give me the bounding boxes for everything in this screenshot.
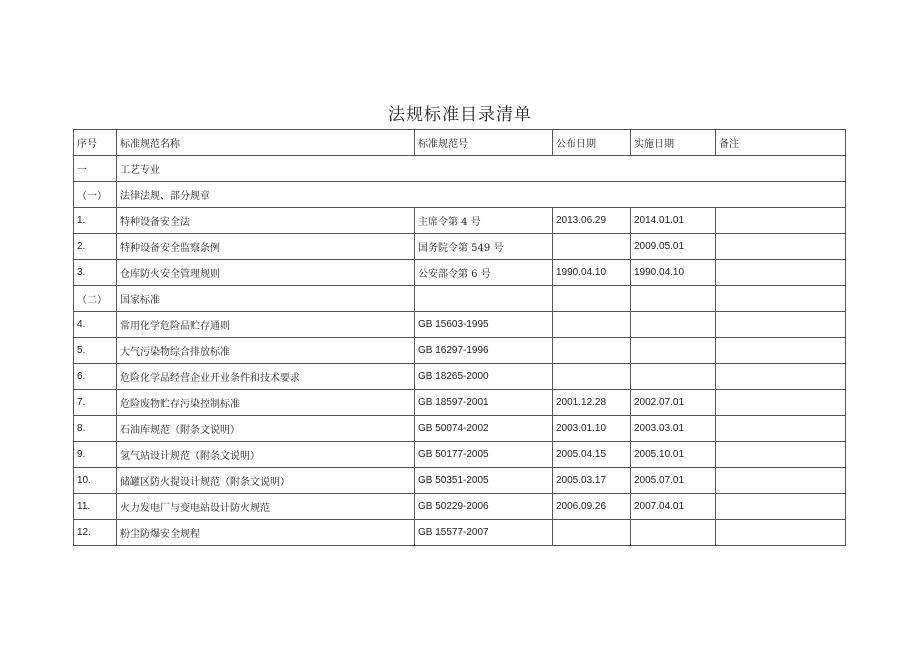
table-row	[74, 260, 846, 286]
table-row	[74, 494, 846, 520]
row-seq: 9.	[74, 442, 117, 468]
table-header-row	[74, 130, 846, 156]
row-name: 危险化学品经营企业开业条件和技术要求	[117, 364, 415, 390]
row-published	[553, 286, 631, 312]
row-published: 2005.04.15	[553, 442, 631, 468]
row-name: 法律法规、部分规章	[117, 182, 846, 208]
row-remarks	[716, 468, 846, 494]
row-code: 国务院令第 549 号	[415, 234, 553, 260]
row-seq: 一	[74, 156, 117, 182]
row-seq: 1.	[74, 208, 117, 234]
row-code: 主席令第 4 号	[415, 208, 553, 234]
header-remarks: 备注	[716, 130, 846, 156]
row-published: 2005.03.17	[553, 468, 631, 494]
table-row	[74, 234, 846, 260]
row-remarks	[716, 494, 846, 520]
row-remarks	[716, 390, 846, 416]
row-seq: 6.	[74, 364, 117, 390]
section-row	[74, 182, 846, 208]
header-published: 公布日期	[553, 130, 631, 156]
row-published: 2013.06.29	[553, 208, 631, 234]
header-name: 标准规范名称	[117, 130, 415, 156]
row-code: GB 50229-2006	[415, 494, 553, 520]
row-effective: 2007.04.01	[631, 494, 716, 520]
row-seq: 11.	[74, 494, 117, 520]
header-effective: 实施日期	[631, 130, 716, 156]
row-remarks	[716, 286, 846, 312]
row-code: GB 50351-2005	[415, 468, 553, 494]
section-row	[74, 156, 846, 182]
row-published	[553, 234, 631, 260]
row-remarks	[716, 442, 846, 468]
row-seq: 8.	[74, 416, 117, 442]
table-row	[74, 286, 846, 312]
row-name: 工艺专业	[117, 156, 846, 182]
row-published: 2006.09.26	[553, 494, 631, 520]
row-published	[553, 520, 631, 546]
row-code: 公安部令第 6 号	[415, 260, 553, 286]
standards-table	[73, 129, 846, 546]
row-published	[553, 312, 631, 338]
header-code: 标准规范号	[415, 130, 553, 156]
row-name: 火力发电厂与变电站设计防火规范	[117, 494, 415, 520]
row-published: 2001.12.28	[553, 390, 631, 416]
row-name: 国家标准	[117, 286, 415, 312]
table-body	[74, 130, 846, 546]
row-remarks	[716, 208, 846, 234]
row-published	[553, 338, 631, 364]
row-code	[415, 286, 553, 312]
row-published	[553, 364, 631, 390]
row-seq: 2.	[74, 234, 117, 260]
table-row	[74, 468, 846, 494]
row-name: 粉尘防爆安全规程	[117, 520, 415, 546]
table-row	[74, 338, 846, 364]
table-row	[74, 390, 846, 416]
row-remarks	[716, 364, 846, 390]
row-seq: 7.	[74, 390, 117, 416]
row-effective	[631, 338, 716, 364]
row-name: 特种设备安全法	[117, 208, 415, 234]
table-row	[74, 442, 846, 468]
row-code: GB 15577-2007	[415, 520, 553, 546]
row-seq: 4.	[74, 312, 117, 338]
table-row	[74, 312, 846, 338]
row-effective: 2005.07.01	[631, 468, 716, 494]
row-seq: 3.	[74, 260, 117, 286]
row-seq: 12.	[74, 520, 117, 546]
row-code: GB 50177-2005	[415, 442, 553, 468]
table-row	[74, 208, 846, 234]
row-effective	[631, 286, 716, 312]
row-effective: 2005.10.01	[631, 442, 716, 468]
row-name: 危险废物贮存污染控制标准	[117, 390, 415, 416]
row-name: 储罐区防火提设计规范（附条文说明）	[117, 468, 415, 494]
row-code: GB 18597-2001	[415, 390, 553, 416]
row-seq: （二）	[74, 286, 117, 312]
row-name: 氢气站设计规范（附条文说明）	[117, 442, 415, 468]
row-remarks	[716, 338, 846, 364]
row-published: 1990.04.10	[553, 260, 631, 286]
table-row	[74, 364, 846, 390]
page-title: 法规标准目录清单	[388, 105, 532, 125]
row-seq: （一）	[74, 182, 117, 208]
row-remarks	[716, 234, 846, 260]
row-remarks	[716, 520, 846, 546]
table-row	[74, 416, 846, 442]
row-code: GB 16297-1996	[415, 338, 553, 364]
row-remarks	[716, 312, 846, 338]
row-seq: 5.	[74, 338, 117, 364]
row-effective: 2014.01.01	[631, 208, 716, 234]
row-effective: 2009.05.01	[631, 234, 716, 260]
row-effective	[631, 312, 716, 338]
row-published: 2003.01.10	[553, 416, 631, 442]
row-effective: 1990.04.10	[631, 260, 716, 286]
row-remarks	[716, 416, 846, 442]
row-seq: 10.	[74, 468, 117, 494]
row-code: GB 15603-1995	[415, 312, 553, 338]
row-effective: 2003.03.01	[631, 416, 716, 442]
row-code: GB 18265-2000	[415, 364, 553, 390]
row-effective	[631, 364, 716, 390]
row-name: 石油库规范（附条文说明）	[117, 416, 415, 442]
table-row	[74, 520, 846, 546]
row-name: 常用化学危险品贮存通则	[117, 312, 415, 338]
row-effective	[631, 520, 716, 546]
row-effective: 2002.07.01	[631, 390, 716, 416]
row-name: 大气污染物综合排放标准	[117, 338, 415, 364]
row-name: 特种设备安全监察条例	[117, 234, 415, 260]
row-name: 仓库防火安全管理规则	[117, 260, 415, 286]
row-remarks	[716, 260, 846, 286]
row-code: GB 50074-2002	[415, 416, 553, 442]
header-seq: 序号	[74, 130, 117, 156]
